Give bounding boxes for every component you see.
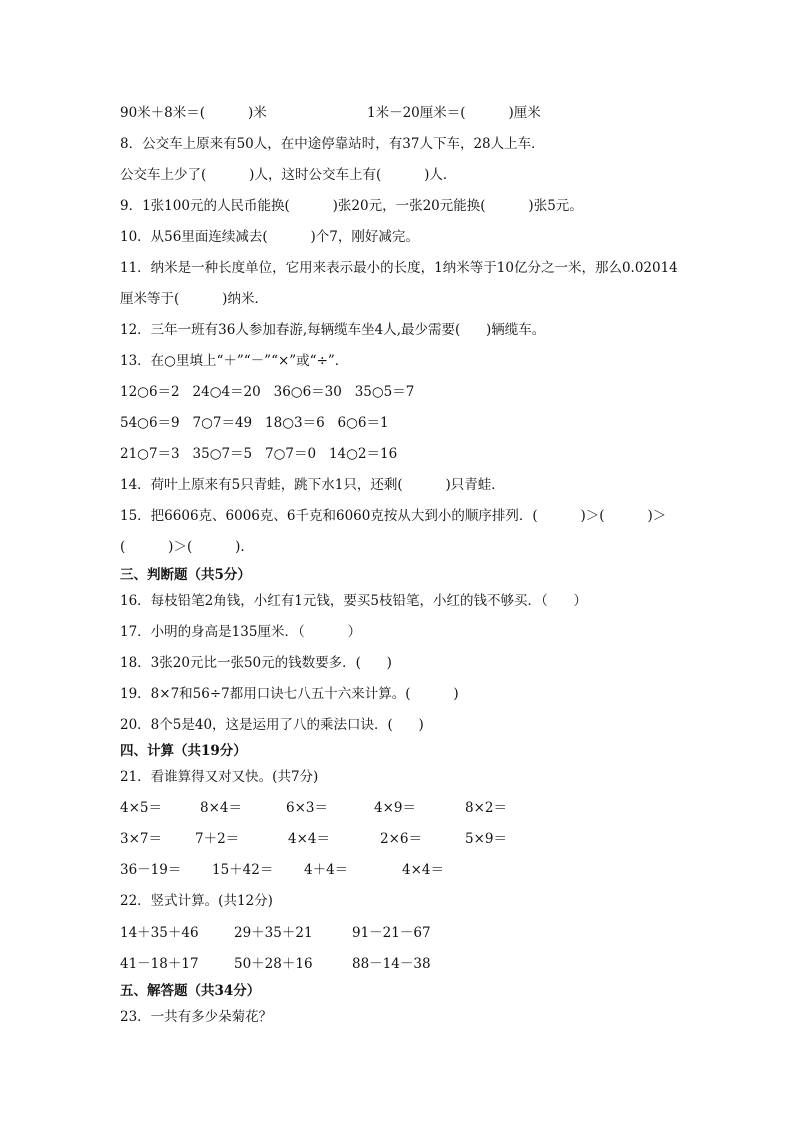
q12-text: 12．三年一班有36人参加春游,每辆缆车坐4人,最少需要( )辆缆车。 [120, 322, 546, 338]
calc-r1-c1: 4×5＝ [120, 800, 162, 816]
vert-r1-c2: 29＋35＋21 [234, 925, 313, 941]
calc-r1-c2: 8×4＝ [200, 800, 242, 816]
q19-text: 19．8×7和56÷7都用口诀七八五十六来计算。( ) [120, 686, 459, 702]
q13-text: 13．在○里填上“＋”“－”“×”或“÷”． [120, 353, 349, 369]
vert-r2-c1: 41－18＋17 [120, 956, 199, 972]
q11-blank: 厘米等于( )纳米． [120, 291, 268, 307]
q15-blanks: ( )＞( ). [120, 539, 245, 555]
calc-r3-c2: 15＋42＝ [212, 862, 274, 878]
calc-r3-c1: 36－19＝ [120, 862, 182, 878]
vert-r2-c3: 88－14－38 [352, 956, 431, 972]
vert-r1-c1: 14＋35＋46 [120, 925, 199, 941]
q17-text: 17．小明的身高是135厘米．（ ） [120, 624, 362, 640]
section-4-heading: 四、计算（共19分） [120, 743, 247, 759]
vert-r2-c2: 50＋28＋16 [234, 956, 313, 972]
section-5-heading: 五、解答题（共34分） [120, 983, 261, 999]
q13-row-1: 12○6＝2 24○4＝20 36○6＝30 35○5＝7 [120, 384, 415, 400]
q13-row-2: 54○6＝9 7○7＝49 18○3＝6 6○6＝1 [120, 415, 389, 431]
q18-text: 18．3张20元比一张50元的钱数要多．( ) [120, 655, 392, 671]
calc-r1-c3: 6×3＝ [286, 800, 328, 816]
calc-r3-c4: 4×4＝ [402, 862, 444, 878]
section-3-heading: 三、判断题（共5分） [120, 567, 251, 583]
q7-line-b: 1米－20厘米＝( )厘米 [367, 105, 541, 121]
q22-text: 22．竖式计算。(共12分) [120, 893, 273, 909]
q20-text: 20．8个5是40，这是运用了八的乘法口诀．( ) [120, 717, 424, 733]
q13-row-3: 21○7＝3 35○7＝5 7○7＝0 14○2＝16 [120, 446, 398, 462]
calc-r3-c3: 4＋4＝ [304, 862, 349, 878]
q16-text: 16．每枝铅笔2角钱，小红有1元钱，要买5枝铅笔，小红的钱不够买．（ ） [120, 593, 587, 609]
q7-line-a: 90米＋8米＝( )米 [120, 105, 267, 121]
q10-text: 10．从56里面连续减去( )个7，刚好减完。 [120, 229, 419, 245]
q15-text: 15．把6606克、6006克、6千克和6060克按从大到小的顺序排列．( )＞( )＞ [120, 508, 667, 524]
q8-text: 8．公交车上原来有50人，在中途停靠站时，有37人下车，28人上车． [120, 136, 545, 152]
q14-text: 14．荷叶上原来有5只青蛙，跳下水1只，还剩( )只青蛙． [120, 477, 505, 493]
vert-r1-c3: 91－21－67 [352, 925, 431, 941]
calc-r2-c4: 2×6＝ [380, 831, 422, 847]
q8-blanks: 公交车上少了( )人，这时公交车上有( )人． [120, 167, 457, 183]
q23-text: 23．一共有多少朵菊花？ [120, 1009, 273, 1025]
q9-text: 9．1张100元的人民币能换( )张20元，一张20元能换( )张5元。 [120, 198, 583, 214]
q11-text: 11．纳米是一种长度单位，它用来表示最小的长度，1纳米等于10亿分之一米，那么0.02014 [120, 260, 678, 276]
calc-r2-c3: 4×4＝ [288, 831, 330, 847]
calc-r2-c2: 7＋2＝ [195, 831, 240, 847]
calc-r2-c1: 3×7＝ [120, 831, 162, 847]
calc-r1-c4: 4×9＝ [374, 800, 416, 816]
q21-text: 21．看谁算得又对又快。(共7分) [120, 769, 319, 785]
calc-r2-c5: 5×9＝ [465, 831, 507, 847]
calc-r1-c5: 8×2＝ [465, 800, 507, 816]
